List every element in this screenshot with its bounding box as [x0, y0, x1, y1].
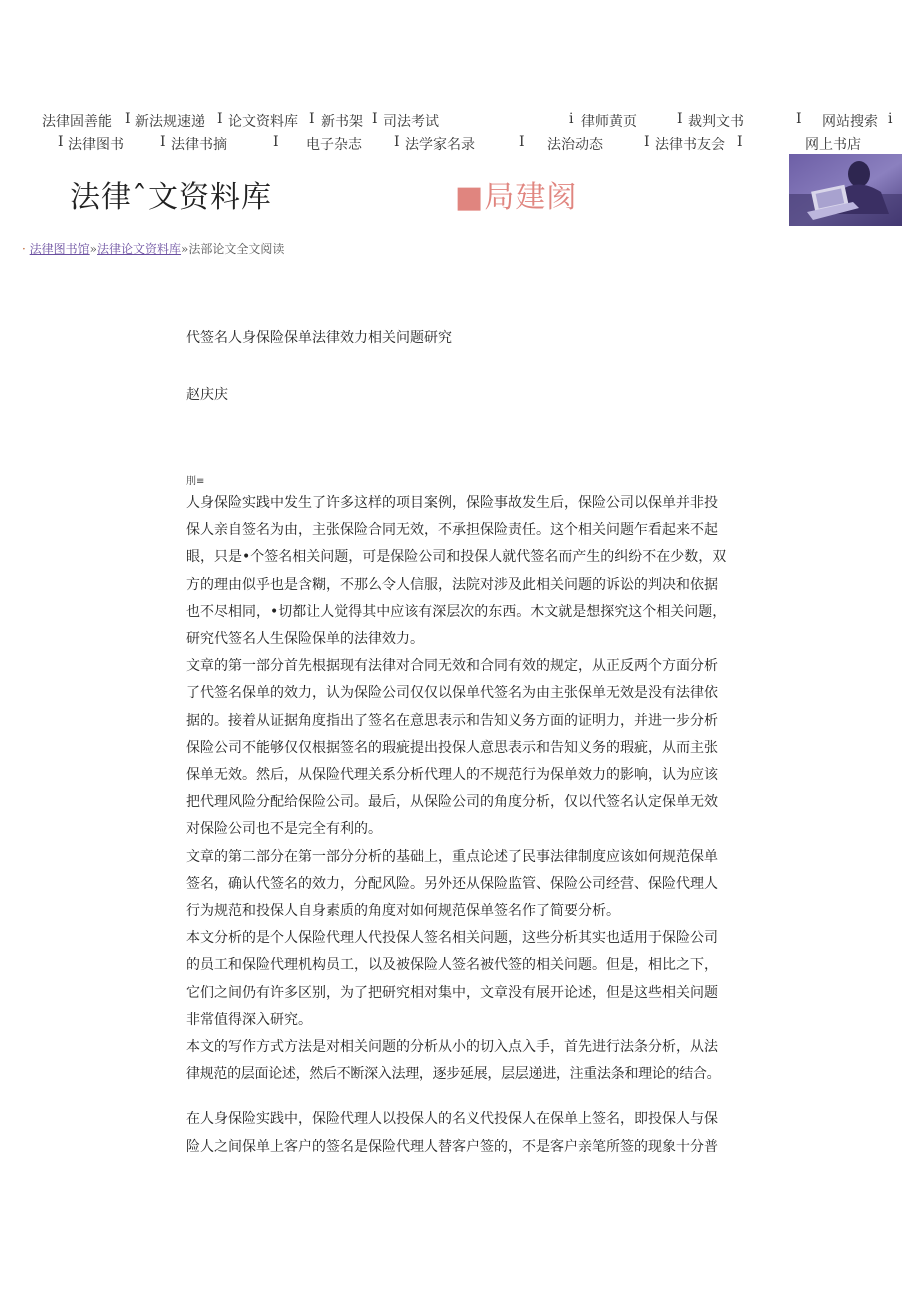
nav-link-book-digest[interactable]: 法律书摘	[171, 137, 227, 153]
nav-link-site-search[interactable]: 网站搜索	[822, 114, 878, 130]
body-line: 文章的第一部分首先根据现有法律对合同无效和合同有效的规定，从正反两个方面分析	[186, 658, 718, 675]
body-line: 眼，只是•个签名相关问题，可是保险公司和投保人就代签名而产生的纠纷不在少数，双	[186, 549, 727, 566]
article-body	[186, 490, 796, 1161]
body-line: 了代签名保单的效力，认为保险公司仅仅以保单代签名为由主张保单无效是没有法律依	[186, 685, 718, 702]
body-line: 在人身保险实践中，保险代理人以投保人的名义代投保人在保单上签名，即投保人与保	[186, 1111, 718, 1128]
body-line: 把代理风险分配给保险公司。最后，从保险公司的角度分析，仅以代签名认定保单无效	[186, 794, 718, 811]
breadcrumb-separator: »	[181, 242, 189, 256]
article-title: 代签名人身保险保单法律效力相关问题研究	[186, 330, 452, 346]
nav-separator: i	[888, 111, 893, 127]
body-line: 保单无效。然后，从保险代理关系分析代理人的不规范行为保单效力的影响，认为应该	[186, 767, 718, 784]
breadcrumb-separator: »	[89, 242, 98, 256]
nav-link-rule-of-law-news[interactable]: 法治动态	[547, 137, 603, 153]
header-photo	[789, 154, 902, 226]
article-author: 赵庆庆	[186, 387, 228, 403]
nav-link-online-bookstore[interactable]: 网上书店	[805, 137, 861, 153]
nav-separator: I	[394, 134, 400, 150]
nav-separator: I	[677, 111, 683, 127]
breadcrumb-bullet: ·	[22, 242, 26, 256]
body-line: 方的理由似乎也是含糊，不那么令人信服，法院对涉及此相关问题的诉讼的判决和依据	[186, 576, 718, 593]
nav-separator: I	[737, 134, 743, 150]
nav-link-judicial-exam[interactable]: 司法考试	[383, 114, 439, 130]
body-line: 据的。接着从证据角度指出了签名在意思表示和告知义务方面的证明力，并进一步分析	[186, 712, 718, 729]
nav-separator: I	[58, 134, 64, 150]
body-line: 也不尽相同，•切都让人觉得其中应该有深层次的东西。木文就是想探究这个相关问题，	[186, 603, 727, 620]
nav-link-paper-library[interactable]: 论文资料库	[228, 114, 298, 130]
section-heading: 刖≡	[186, 476, 205, 487]
nav-separator: I	[519, 134, 525, 150]
nav-link-judgments[interactable]: 裁判文书	[688, 114, 744, 130]
site-logo-secondary-text: 局建阂	[484, 180, 578, 215]
body-line: 本文分析的是个人保险代理人代投保人签名相关问题，这些分析其实也适用于保险公司	[186, 930, 718, 947]
body-line: 它们之间仍有许多区别，为了把研究相对集中，文章没有展开论述，但是这些相关问题	[186, 984, 718, 1001]
nav-link-new-regulations[interactable]: 新法规速递	[135, 114, 205, 130]
nav-link-law-books[interactable]: 法律图书	[68, 137, 124, 153]
nav-separator: I	[796, 111, 802, 127]
square-icon: ■	[455, 180, 485, 215]
body-line: 签名，确认代签名的效力，分配风险。另外还从保险监管、保险公司经营、保险代理人	[186, 875, 718, 892]
body-line: 的员工和保险代理机构员工，以及被保险人签名被代签的相关问题。但是，相比之下，	[186, 957, 718, 974]
breadcrumb-current: 法部论文全文阅读	[188, 242, 285, 256]
nav-separator: I	[309, 111, 315, 127]
nav-separator: i	[569, 111, 574, 127]
nav-separator: I	[160, 134, 166, 150]
nav-link-jurist-directory[interactable]: 法学家名录	[405, 137, 475, 153]
nav-link-lawyer-directory[interactable]: 律师黄页	[581, 114, 637, 130]
nav-separator: I	[644, 134, 650, 150]
nav-separator: I	[372, 111, 378, 127]
body-line: 险人之间保单上客户的签名是保险代理人替客户签的，不是客户亲笔所签的现象十分普	[186, 1138, 718, 1155]
nav-separator: I	[273, 134, 279, 150]
body-line: 律规范的层面论述，然后不断深入法理，逐步延展，层层递进，注重法条和理论的结合。	[186, 1066, 721, 1083]
body-line: 行为规范和投保人自身素质的角度对如何规范保单签名作了简要分析。	[186, 903, 620, 920]
body-line: 保人亲自签名为由，主张保险合同无效，不承担保险责任。这个相关问题乍看起来不起	[186, 522, 718, 539]
nav-link-legal-home[interactable]: 法律固善能	[42, 114, 112, 130]
breadcrumb	[22, 240, 284, 257]
body-line: 人身保险实践中发生了许多这样的项目案例，保险事故发生后，保险公司以保单并非投	[186, 495, 718, 511]
breadcrumb-link-law-library[interactable]: 法律图书馆	[29, 242, 90, 256]
body-line: 文章的第二部分在第一部分分析的基础上，重点论述了民事法律制度应该如何规范保单	[186, 848, 718, 865]
body-line: 本文的写作方式方法是对相关问题的分析从小的切入点入手，首先进行法条分析，从法	[186, 1039, 718, 1056]
nav-separator: I	[125, 111, 131, 127]
site-logo-text[interactable]: 法律ˆ文资料库	[70, 180, 272, 215]
site-logo-secondary	[455, 172, 577, 216]
nav-separator: I	[217, 111, 223, 127]
body-line: 对保险公司也不是完全有利的。	[186, 821, 382, 838]
nav-link-new-books[interactable]: 新书架	[321, 114, 363, 130]
body-line: 研究代签名人生保险保单的法律效力。	[186, 631, 424, 648]
nav-link-e-magazine[interactable]: 电子杂志	[306, 137, 362, 153]
breadcrumb-link-paper-library[interactable]: 法律论文资料库	[97, 242, 182, 256]
body-line: 保险公司不能够仅仅根据签名的瑕疵提出投保人意思表示和告知义务的瑕疵，从而主张	[186, 739, 718, 756]
nav-link-book-club[interactable]: 法律书友会	[655, 137, 725, 153]
body-line: 非常值得深入研究。	[186, 1011, 312, 1028]
